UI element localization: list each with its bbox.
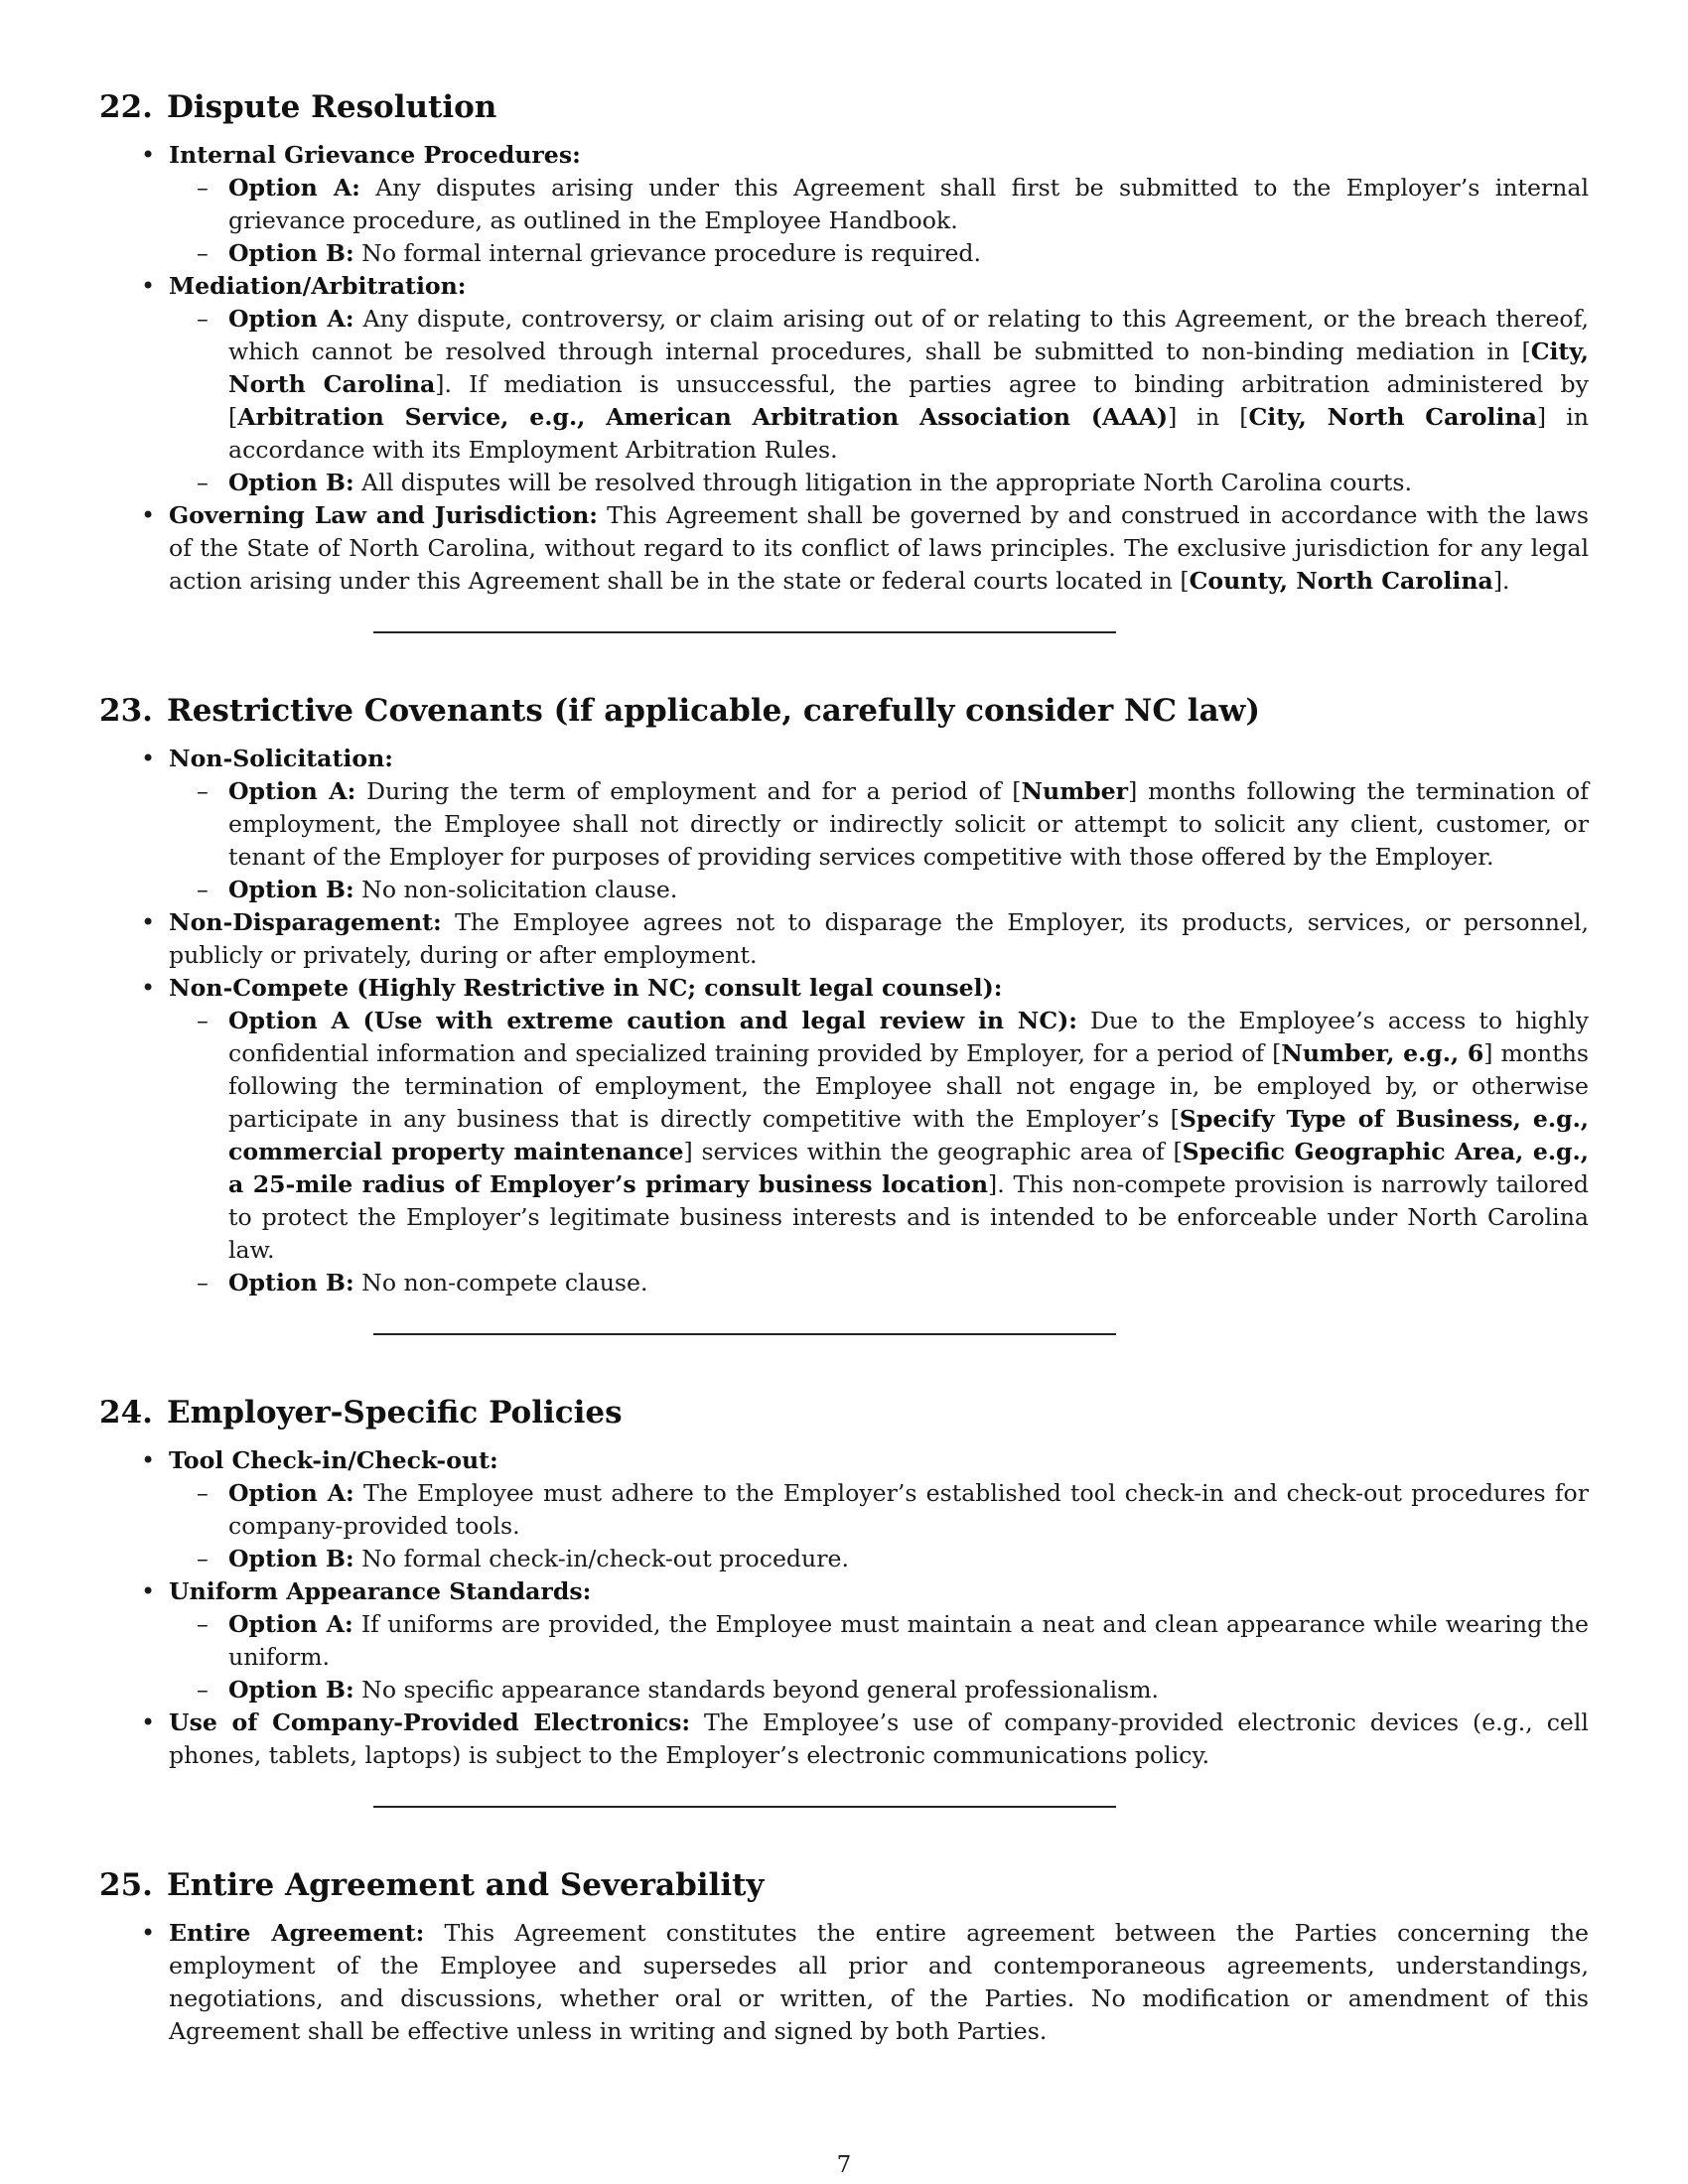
- placeholder-number: Number: [1021, 777, 1129, 805]
- option-b: [228, 467, 1589, 499]
- option-text: ] months following the termination of employment, the Employee shall not directly or indirectly solicit or attempt to solicit any client, customer, or tenant of the Employer for purposes of providing services competitive with those offered by the Employer.: [228, 777, 1589, 871]
- section-title: Restrictive Covenants (if applicable, carefully consider NC law): [166, 693, 1261, 729]
- option-label: Option A (Use with extreme caution and legal review in NC):: [228, 1007, 1077, 1034]
- section-heading: [99, 1393, 1589, 1433]
- section-22: [99, 87, 1589, 598]
- item-label: Tool Check-in/Check-out:: [169, 1446, 498, 1474]
- option-text: No non-solicitation clause.: [353, 876, 678, 903]
- option-text: ] services within the geographic area of [: [683, 1138, 1183, 1165]
- list-item-non-disparagement: [169, 906, 1589, 972]
- option-text: ]. If mediation is unsuccessful, the parties agree to binding arbitration administered by [: [228, 370, 1589, 431]
- section-heading: [99, 1865, 1589, 1905]
- option-text: Any dispute, controversy, or claim arising out of or relating to this Agreement, or the breach thereof, which cannot be resolved through internal procedures, shall be submitted to non-binding mediation in [: [228, 305, 1590, 365]
- option-label: Option B:: [228, 1676, 354, 1704]
- option-text: ] in [: [1168, 403, 1249, 431]
- list-item-electronics: [169, 1706, 1589, 1772]
- placeholder-city: City, North Carolina: [1248, 403, 1537, 431]
- section-title: Employer-Specific Policies: [166, 1395, 623, 1431]
- section-25: [99, 1865, 1589, 2048]
- item-label: Mediation/Arbitration:: [169, 272, 467, 300]
- option-b: [228, 237, 1589, 270]
- option-b: [228, 1543, 1589, 1575]
- option-label: Option B:: [228, 876, 354, 903]
- option-a: [228, 1005, 1589, 1267]
- option-label: Option B:: [228, 1545, 354, 1572]
- option-text: If uniforms are provided, the Employee must maintain a neat and clean appearance while wearing the uniform.: [228, 1610, 1589, 1671]
- placeholder-county: County, North Carolina: [1189, 567, 1493, 595]
- section-divider: [373, 1806, 1116, 1808]
- item-label: Entire Agreement:: [169, 1919, 425, 1947]
- list-item-non-compete: [169, 972, 1589, 1299]
- item-label: Uniform Appearance Standards:: [169, 1577, 592, 1605]
- option-label: Option B:: [228, 239, 354, 267]
- option-label: Option B:: [228, 1269, 354, 1297]
- item-text: This Agreement shall be governed by and construed in accordance with the laws of the State of North Carolina, without regard to its conflict of laws principles. The exclusive jurisdiction for any legal action arising under this Agreement shall be in the state or federal courts located in [: [169, 501, 1589, 595]
- section-number: 23.: [99, 693, 153, 729]
- section-title: Entire Agreement and Severability: [166, 1867, 765, 1903]
- option-text: ] in accordance with its Employment Arbitration Rules.: [228, 403, 1590, 464]
- option-a: [228, 1608, 1589, 1674]
- option-label: Option B:: [228, 469, 354, 496]
- placeholder-city: City, North Carolina: [228, 338, 1589, 398]
- option-label: Option A:: [228, 174, 360, 202]
- option-label: Option A:: [228, 305, 354, 333]
- section-title: Dispute Resolution: [166, 89, 497, 125]
- option-text: No formal check-in/check-out procedure.: [353, 1545, 849, 1572]
- item-label: Non-Solicitation:: [169, 745, 393, 772]
- option-label: Option A:: [228, 1610, 353, 1638]
- item-text: ].: [1492, 567, 1510, 595]
- option-b: [228, 1674, 1589, 1706]
- option-text: All disputes will be resolved through litigation in the appropriate North Carolina courts.: [353, 469, 1412, 496]
- list-item-uniform: [169, 1575, 1589, 1706]
- option-text: No specific appearance standards beyond general professionalism.: [353, 1676, 1160, 1704]
- option-text: During the term of employment and for a period of [: [355, 777, 1022, 805]
- section-number: 22.: [99, 89, 153, 125]
- section-number: 25.: [99, 1867, 153, 1903]
- list-item-governing-law: [169, 499, 1589, 598]
- option-a: [228, 1477, 1589, 1543]
- option-a: [228, 172, 1589, 237]
- section-23: [99, 691, 1589, 1299]
- list-item-grievance: [169, 139, 1589, 270]
- option-a: [228, 303, 1589, 467]
- list-item-mediation: [169, 270, 1589, 499]
- option-text: No formal internal grievance procedure is required.: [353, 239, 982, 267]
- option-text: ] months following the termination of employment, the Employee shall not engage in, be employed by, or otherwise participate in any business that is directly competitive with the Employer’s [: [228, 1039, 1589, 1133]
- option-label: Option A:: [228, 777, 356, 805]
- list-item-tool-check: [169, 1444, 1589, 1575]
- item-label: Non-Disparagement:: [169, 908, 442, 936]
- document-page: [99, 87, 1589, 2048]
- placeholder-number: Number, e.g., 6: [1281, 1039, 1484, 1067]
- item-text: This Agreement constitutes the entire agreement between the Parties concerning the employment of the Employee and supersedes all prior and contemporaneous agreements, understandings, negotiations, and discussions, whether oral or written, of the Parties. No modification or amendment of this Agreement shall be effective unless in writing and signed by both Parties.: [169, 1919, 1589, 2045]
- option-text: Any disputes arising under this Agreement shall first be submitted to the Employer’s internal grievance procedure, as outlined in the Employee Handbook.: [228, 174, 1589, 234]
- placeholder-geographic-area: Specific Geographic Area, e.g., a 25-mile radius of Employer’s primary business location: [228, 1138, 1589, 1198]
- option-text: ]. This non-compete provision is narrowly tailored to protect the Employer’s legitimate business interests and is intended to be enforceable under North Carolina law.: [228, 1170, 1589, 1264]
- option-label: Option A:: [228, 1479, 354, 1507]
- option-b: [228, 1267, 1589, 1299]
- option-text: No non-compete clause.: [353, 1269, 648, 1297]
- section-number: 24.: [99, 1395, 153, 1431]
- option-text: Due to the Employee’s access to highly confidential information and specialized training provided by Employer, for a period of [: [228, 1007, 1589, 1067]
- item-label: Non-Compete (Highly Restrictive in NC; consult legal counsel):: [169, 974, 1003, 1002]
- placeholder-arbitration-service: Arbitration Service, e.g., American Arbitration Association (AAA): [237, 403, 1169, 431]
- item-label: Internal Grievance Procedures:: [169, 141, 581, 169]
- item-text: The Employee’s use of company-provided electronic devices (e.g., cell phones, tablets, laptops) is subject to the Employer’s electronic communications policy.: [169, 1708, 1589, 1769]
- option-text: The Employee must adhere to the Employer’s established tool check-in and check-out procedures for company-provided tools.: [228, 1479, 1590, 1540]
- list-item-non-solicitation: [169, 743, 1589, 906]
- page-number: 7: [836, 2152, 852, 2178]
- section-divider: [373, 631, 1116, 633]
- list-item-entire-agreement: [169, 1917, 1589, 2048]
- item-text: The Employee agrees not to disparage the Employer, its products, services, or personnel, publicly or privately, during or after employment.: [169, 908, 1589, 969]
- option-a: [228, 775, 1589, 874]
- placeholder-business-type: Specify Type of Business, e.g., commercial property maintenance: [228, 1105, 1589, 1165]
- item-label: Use of Company-Provided Electronics:: [169, 1708, 691, 1736]
- section-heading: [99, 87, 1589, 127]
- section-heading: [99, 691, 1589, 731]
- section-divider: [373, 1333, 1116, 1335]
- item-label: Governing Law and Jurisdiction:: [169, 501, 598, 529]
- section-24: [99, 1393, 1589, 1772]
- option-b: [228, 874, 1589, 906]
